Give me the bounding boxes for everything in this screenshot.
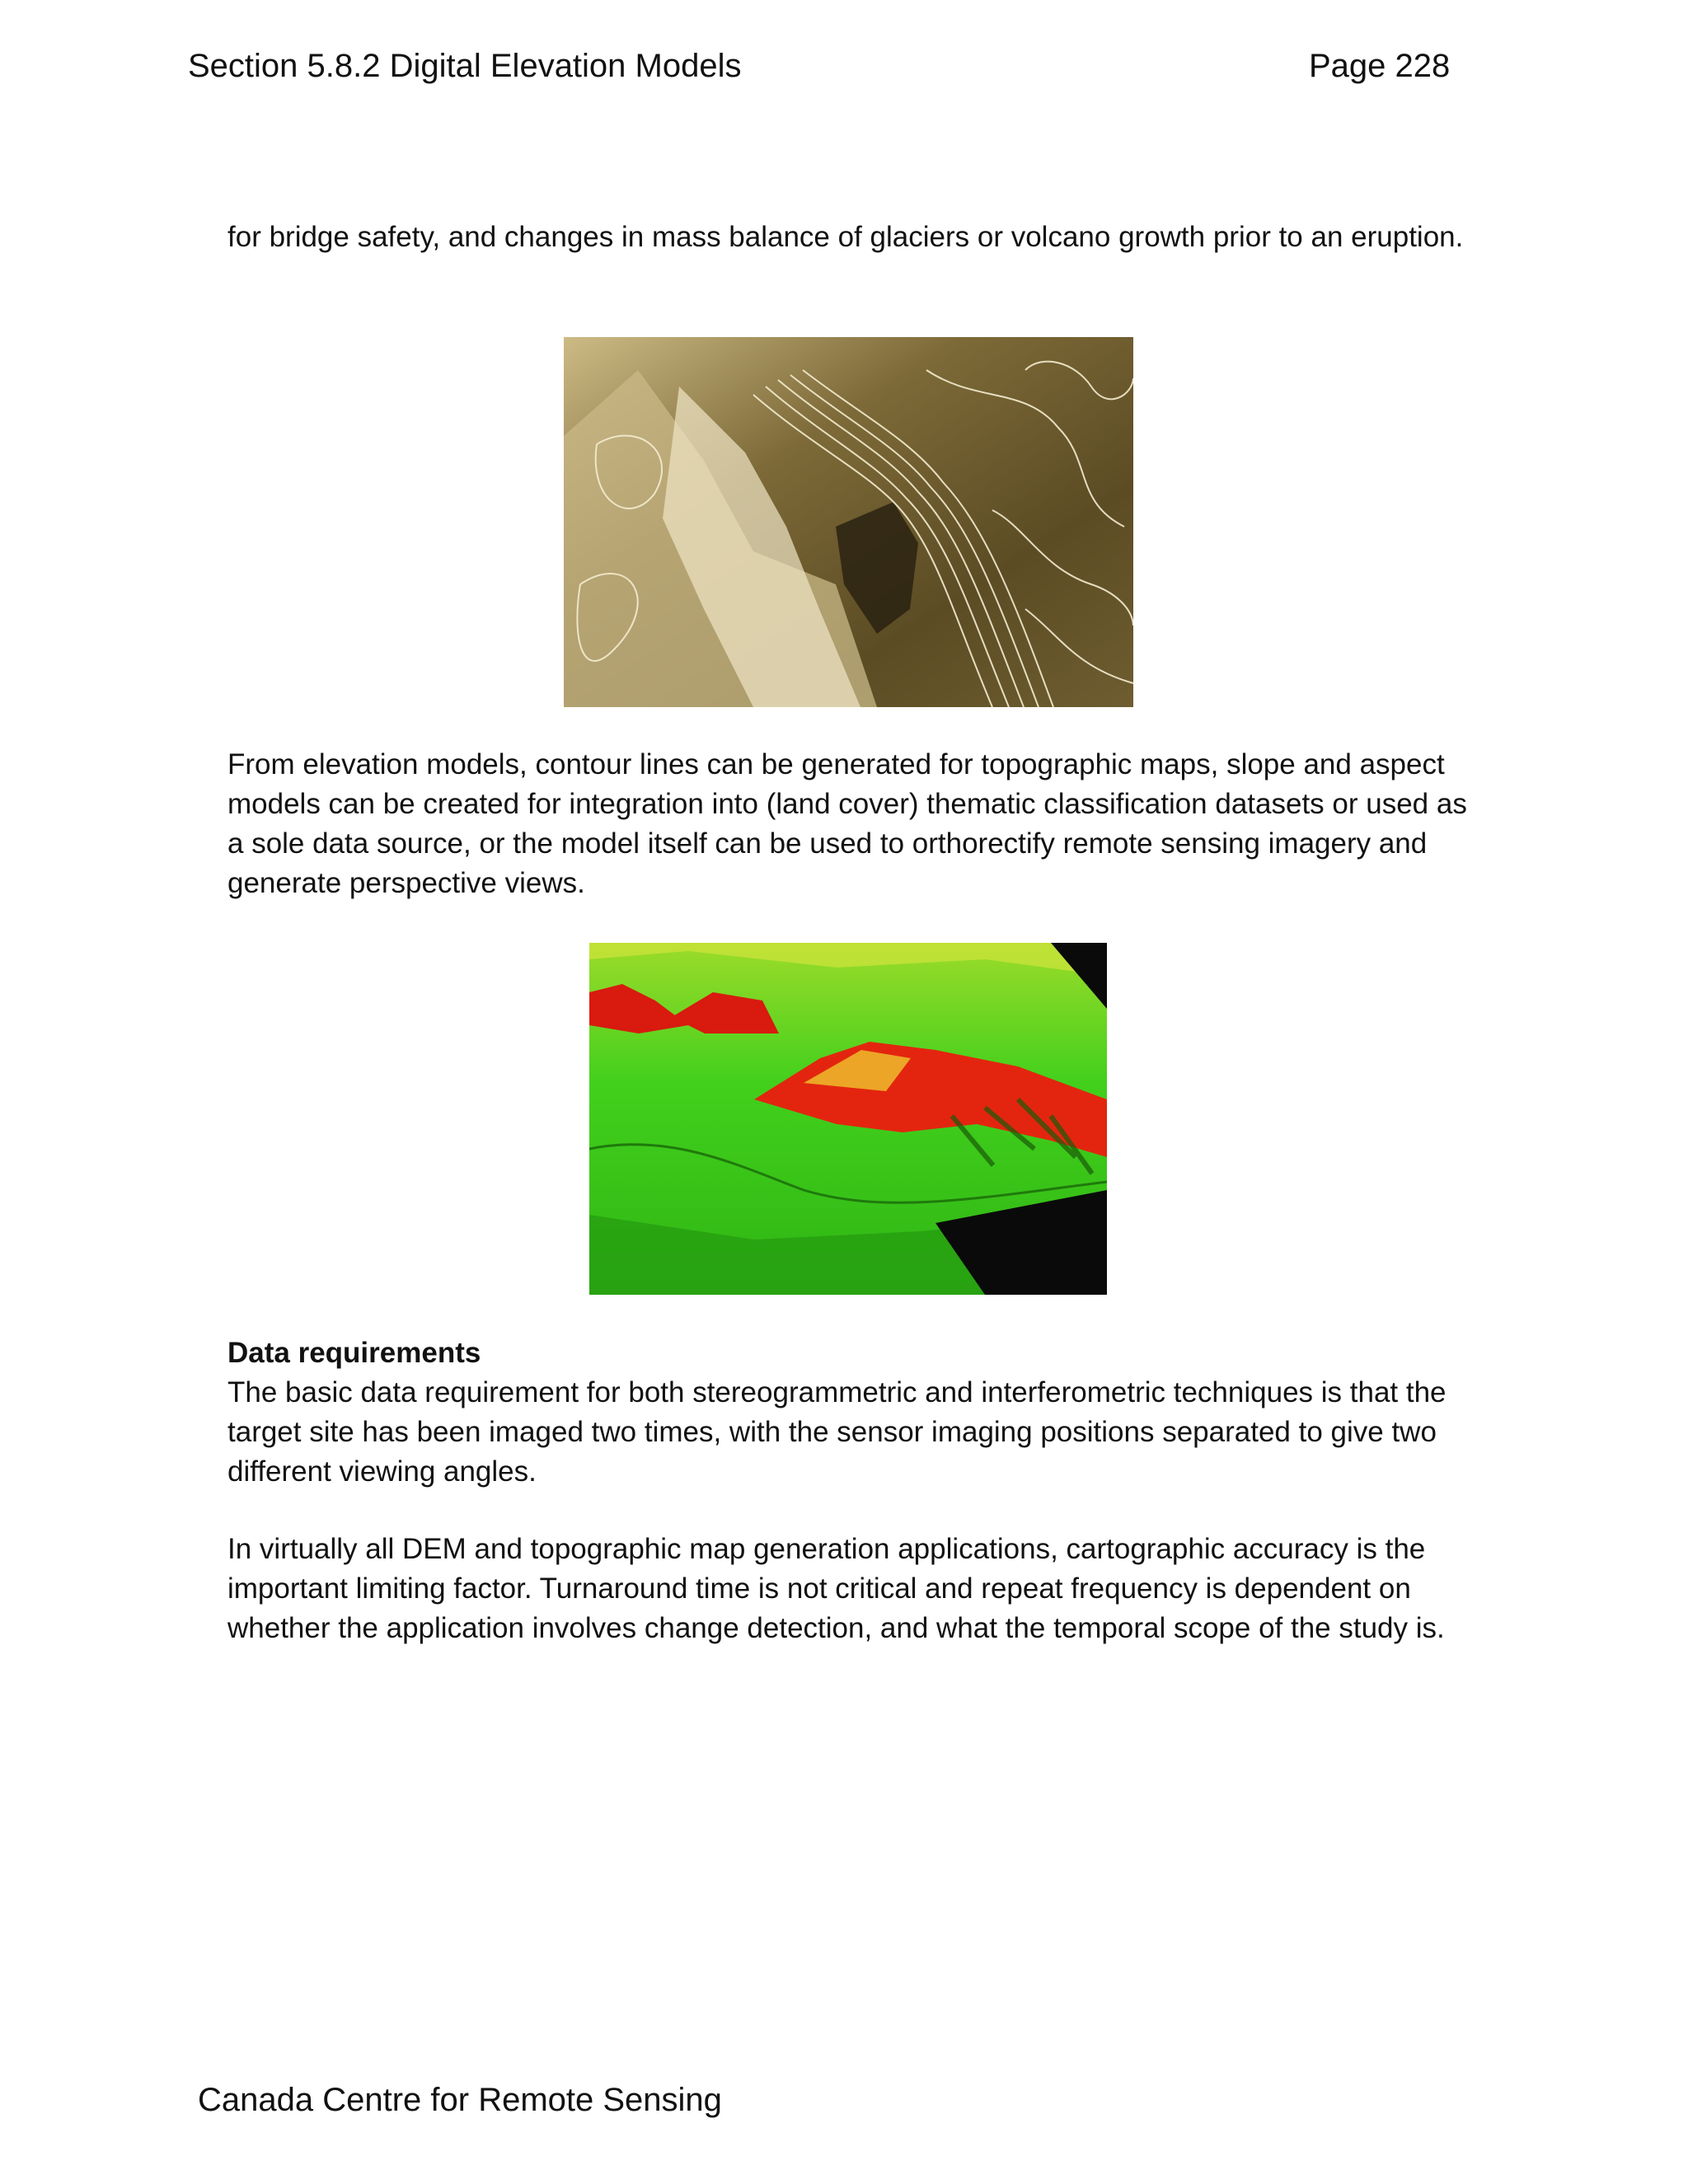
body-paragraph: for bridge safety, and changes in mass balance of glaciers or volcano growth prior to an eruption.: [227, 221, 1464, 253]
colored-dem-perspective-image: [589, 943, 1107, 1295]
body-paragraph: In virtually all DEM and topographic map generation applications, cartographic accuracy is the important limiting factor. Turnaround time is not critical and repeat frequency is dependent on whether the application involves change detection, and what the temporal scope of the study is.: [227, 1533, 1445, 1644]
contour-terrain-image: [564, 337, 1133, 707]
running-header-section: Section 5.8.2 Digital Elevation Models: [188, 48, 742, 84]
section-heading: Data requirements: [227, 1337, 481, 1369]
page-number: Page 228: [1309, 48, 1451, 84]
page-footer: Canada Centre for Remote Sensing: [198, 2082, 722, 2118]
body-paragraph: The basic data requirement for both stereogrammetric and interferometric techniques is that the target site has been imaged two times, with the sensor imaging positions separated to give two different viewing angles.: [227, 1376, 1447, 1488]
body-paragraph: From elevation models, contour lines can be generated for topographic maps, slope and aspect models can be created for integration into (land cover) thematic classification datasets or used as a sole data source, or the model itself can be used to orthorectify remote sensing imagery and generate perspective views.: [227, 748, 1467, 899]
